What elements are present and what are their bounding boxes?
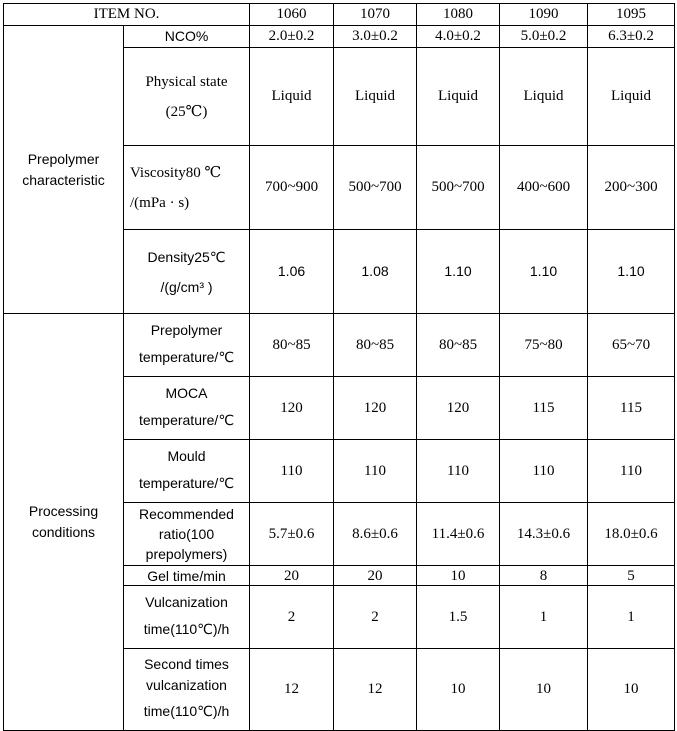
cell: 700~900 xyxy=(250,146,334,230)
cell: 80~85 xyxy=(250,314,334,377)
cell: 6.3±0.2 xyxy=(588,26,675,48)
group-label-line: Processing xyxy=(28,503,99,519)
cell: 65~70 xyxy=(588,314,675,377)
cell: 5.7±0.6 xyxy=(250,503,334,566)
header-model-1095: 1095 xyxy=(588,4,675,26)
cell: Liquid xyxy=(500,48,588,146)
row-label-line: temperature/℃ xyxy=(138,349,235,365)
cell: 500~700 xyxy=(417,146,500,230)
cell: 80~85 xyxy=(417,314,500,377)
row-nco xyxy=(4,26,675,48)
cell: 2 xyxy=(250,586,334,649)
row-label xyxy=(124,146,250,230)
header-model-1060: 1060 xyxy=(250,4,334,26)
cell: 1.10 xyxy=(588,230,675,314)
cell: Liquid xyxy=(417,48,500,146)
cell: 1.06 xyxy=(250,230,334,314)
cell: 110 xyxy=(250,440,334,503)
row-label: Gel time/min xyxy=(124,566,250,586)
row-label-line: Second times xyxy=(144,655,229,672)
row-label-line: /(mPa · s) xyxy=(130,194,190,211)
row-label-line: (25℃) xyxy=(165,103,208,120)
cell: 10 xyxy=(417,566,500,586)
cell: 110 xyxy=(417,440,500,503)
cell: 120 xyxy=(250,377,334,440)
cell: 80~85 xyxy=(334,314,417,377)
cell: 2.0±0.2 xyxy=(250,26,334,48)
cell: 500~700 xyxy=(334,146,417,230)
row-label-line: ratio(100 xyxy=(158,526,215,542)
row-label-line: Viscosity80 ℃ xyxy=(130,164,222,181)
cell: 115 xyxy=(500,377,588,440)
row-label-line: MOCA xyxy=(165,385,208,401)
row-label-line: prepolymers) xyxy=(145,546,228,562)
cell: 14.3±0.6 xyxy=(500,503,588,566)
row-label xyxy=(124,503,250,566)
cell: 10 xyxy=(417,649,500,731)
group-prepolymer-characteristic xyxy=(4,26,124,314)
row-label xyxy=(124,230,250,314)
cell: 3.0±0.2 xyxy=(334,26,417,48)
cell: 120 xyxy=(334,377,417,440)
spec-table xyxy=(3,3,675,731)
group-processing-conditions xyxy=(4,314,124,731)
row-label xyxy=(124,48,250,146)
group-label-line: Prepolymer xyxy=(27,150,100,167)
cell: 4.0±0.2 xyxy=(417,26,500,48)
row-label-line: Density25℃ xyxy=(147,248,226,265)
header-model-1090: 1090 xyxy=(500,4,588,26)
row-label-line: Prepolymer xyxy=(150,322,223,338)
cell: 20 xyxy=(250,566,334,586)
cell: 1.08 xyxy=(334,230,417,314)
cell: 8.6±0.6 xyxy=(334,503,417,566)
cell: 12 xyxy=(250,649,334,731)
cell: 110 xyxy=(334,440,417,503)
cell: 120 xyxy=(417,377,500,440)
row-label-line: Recommended xyxy=(139,506,234,522)
row-label xyxy=(124,377,250,440)
cell: 110 xyxy=(588,440,675,503)
row-label-line: time(110℃)/h xyxy=(143,702,230,719)
cell: 1.5 xyxy=(417,586,500,649)
cell: 1 xyxy=(500,586,588,649)
cell: 11.4±0.6 xyxy=(417,503,500,566)
cell: 8 xyxy=(500,566,588,586)
group-label-line: conditions xyxy=(31,524,96,540)
header-model-1080: 1080 xyxy=(417,4,500,26)
cell: 12 xyxy=(334,649,417,731)
header-item-no: ITEM NO. xyxy=(4,4,250,26)
cell: 10 xyxy=(500,649,588,731)
cell: 110 xyxy=(500,440,588,503)
cell: 18.0±0.6 xyxy=(588,503,675,566)
row-label-line: temperature/℃ xyxy=(138,475,235,491)
cell: 115 xyxy=(588,377,675,440)
row-label xyxy=(124,440,250,503)
header-model-1070: 1070 xyxy=(334,4,417,26)
row-label-line: Mould xyxy=(167,448,206,464)
row-label-line: /(g/cm³ ) xyxy=(160,278,213,295)
cell: 5.0±0.2 xyxy=(500,26,588,48)
header-row xyxy=(4,4,675,26)
row-label-line: vulcanization xyxy=(146,676,227,693)
row-label-line: Vulcanization xyxy=(145,594,228,610)
cell: 20 xyxy=(334,566,417,586)
cell: 1 xyxy=(588,586,675,649)
row-label xyxy=(124,314,250,377)
cell: 200~300 xyxy=(588,146,675,230)
cell: 2 xyxy=(334,586,417,649)
row-label xyxy=(124,586,250,649)
cell: 75~80 xyxy=(500,314,588,377)
group-label-line: characteristic xyxy=(22,171,105,188)
cell: 1.10 xyxy=(417,230,500,314)
cell: Liquid xyxy=(588,48,675,146)
row-label-line: time(110℃)/h xyxy=(143,621,230,637)
row-label: NCO% xyxy=(124,26,250,48)
cell: 1.10 xyxy=(500,230,588,314)
row-prepolymer-temperature xyxy=(4,314,675,377)
cell: Liquid xyxy=(334,48,417,146)
cell: 10 xyxy=(588,649,675,731)
cell: 400~600 xyxy=(500,146,588,230)
row-label-line: Physical state xyxy=(145,73,228,90)
row-label xyxy=(124,649,250,731)
cell: 5 xyxy=(588,566,675,586)
row-label-line: temperature/℃ xyxy=(138,412,235,428)
cell: Liquid xyxy=(250,48,334,146)
